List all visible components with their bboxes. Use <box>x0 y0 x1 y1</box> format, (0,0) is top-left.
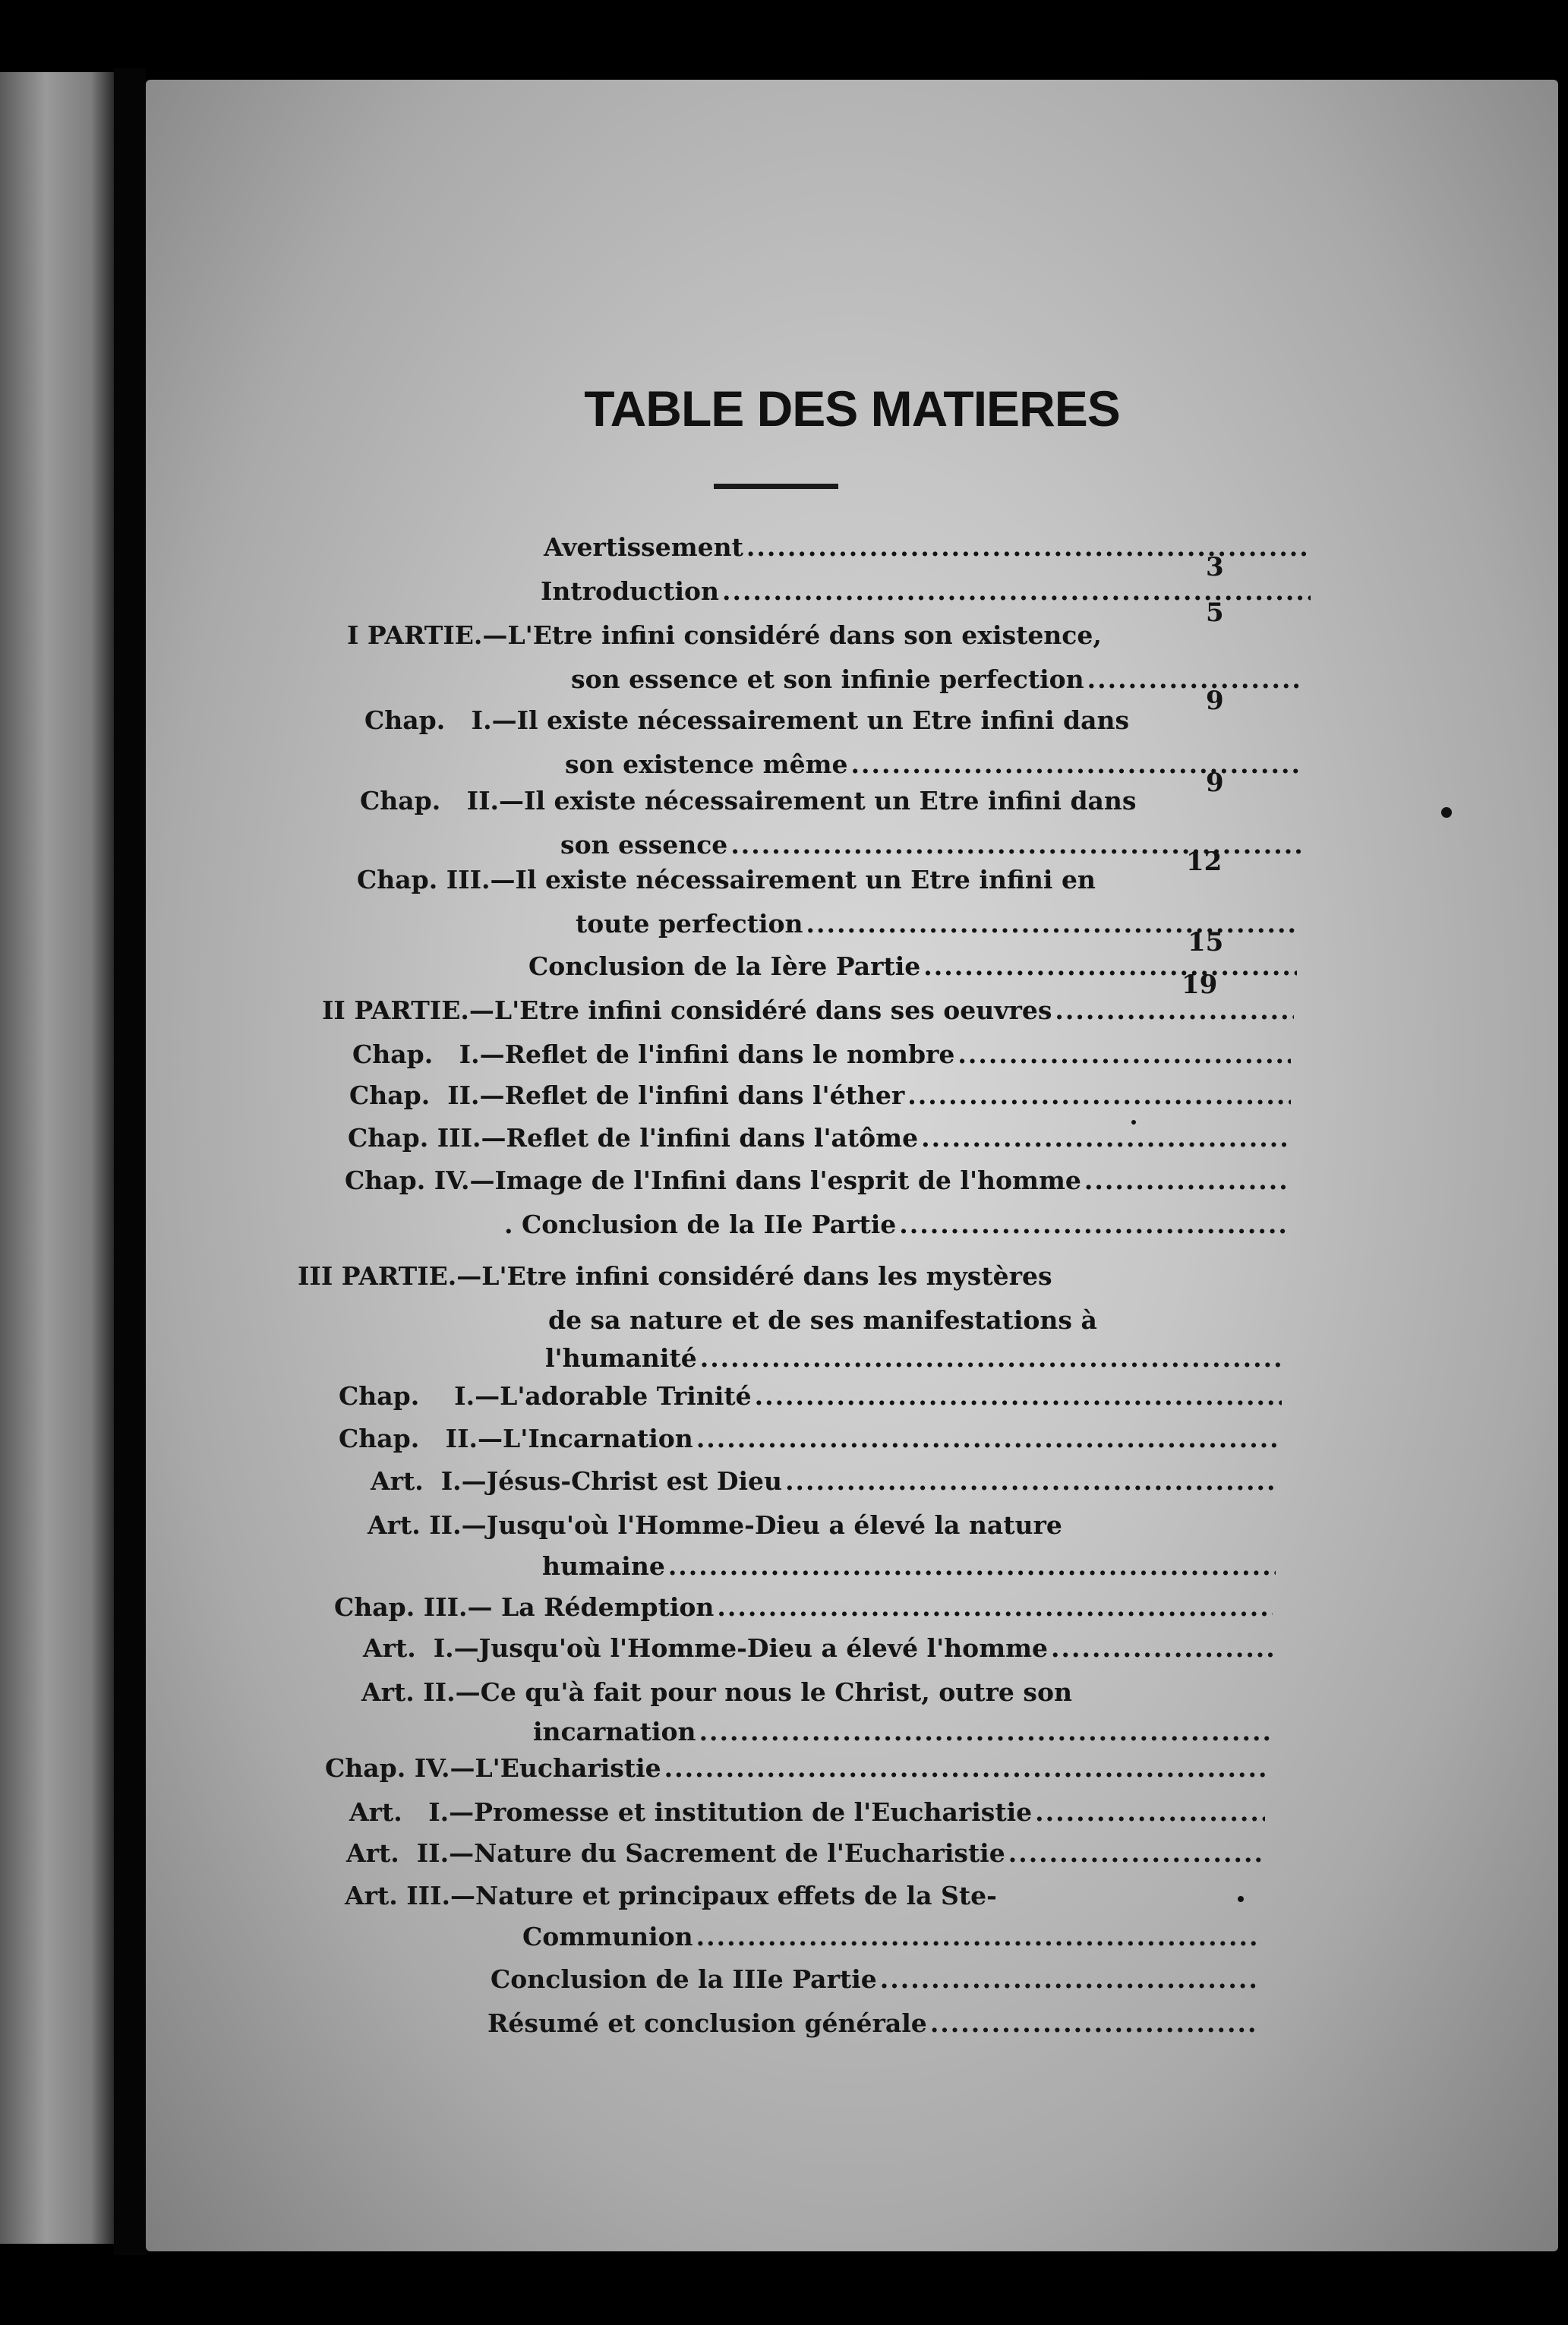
toc-entry: Chap. II.—L'Incarnation ..... <box>339 1424 1280 1453</box>
paper-speck <box>1131 1120 1136 1125</box>
page-number: 3 <box>1206 552 1224 582</box>
toc-entry: Chap. IV.—Image de l'Infini dans l'esprit de l'homme ..... <box>345 1166 1289 1195</box>
toc-entry: Chap. I.—L'adorable Trinité ..... <box>339 1381 1282 1411</box>
table-of-contents <box>146 80 1558 2251</box>
toc-entry: Conclusion de la IIIe Partie ..... <box>491 1964 1257 1994</box>
toc-entry: Art. I.—Jusqu'où l'Homme-Dieu a élevé l'homme ..... <box>363 1633 1273 1663</box>
paper-speck <box>1441 807 1452 818</box>
page-number: 15 <box>1188 927 1224 957</box>
toc-entry-continuation: son existence même ..... <box>565 749 1301 779</box>
toc-entry-continuation: de sa nature et de ses manifestations à <box>548 1305 1097 1335</box>
book-page <box>146 80 1558 2251</box>
toc-entry: Chap. III.—Il existe nécessairement un Etre infini en <box>357 865 1096 894</box>
toc-entry: Chap. I.—Reflet de l'infini dans le nombre ..... <box>352 1039 1291 1069</box>
paper-speck <box>1238 1896 1244 1902</box>
page-number: 5 <box>1206 598 1224 628</box>
toc-entry: Chap. III.—Reflet de l'infini dans l'atôme ..... <box>348 1123 1289 1153</box>
toc-entry: Chap. III.— La Rédemption ..... <box>334 1592 1273 1622</box>
toc-entry: Chap. I.—Il existe nécessairement un Etre infini dans <box>364 705 1130 735</box>
toc-entry: Chap. II.—Il existe nécessairement un Etre infini dans <box>360 786 1137 815</box>
toc-entry: III PARTIE.—L'Etre infini considéré dans les mystères <box>298 1261 1052 1291</box>
page-title: TABLE DES MATIERES <box>584 380 1120 437</box>
toc-entry: Avertissement ..... <box>544 532 1311 562</box>
facing-page-edge <box>0 72 114 2244</box>
toc-entry-continuation: incarnation ..... <box>533 1717 1270 1746</box>
book-spine <box>114 68 146 2255</box>
toc-entry: I PARTIE.—L'Etre infini considéré dans son existence, <box>347 620 1102 650</box>
toc-entry: Art. I.—Promesse et institution de l'Eucharistie ..... <box>349 1797 1265 1827</box>
toc-entry: Chap. IV.—L'Eucharistie ..... <box>325 1753 1268 1783</box>
page-number: 9 <box>1206 768 1224 798</box>
toc-entry-continuation: son essence ..... <box>560 830 1305 860</box>
toc-entry: II PARTIE.—L'Etre infini considéré dans ses oeuvres ..... <box>322 995 1294 1025</box>
page-number: 9 <box>1206 686 1224 716</box>
toc-entry: Art. II.—Ce qu'à fait pour nous le Christ, outre son <box>361 1677 1072 1707</box>
page-number: 12 <box>1186 847 1223 877</box>
toc-entry: Chap. II.—Reflet de l'infini dans l'éther ..... <box>349 1080 1291 1110</box>
toc-entry: Introduction ..... <box>541 576 1311 606</box>
toc-entry: . Conclusion de la IIe Partie ..... <box>504 1210 1286 1239</box>
toc-entry: Art. II.—Nature du Sacrement de l'Eucharistie ..... <box>346 1838 1262 1868</box>
toc-entry-continuation: Communion ..... <box>522 1922 1259 1951</box>
toc-entry: Résumé et conclusion générale ..... <box>487 2008 1254 2038</box>
toc-entry-continuation: son essence et son infinie perfection ..... <box>571 664 1300 694</box>
toc-entry: Art. III.—Nature et principaux effets de la Ste- <box>345 1881 997 1910</box>
page-number: 19 <box>1182 970 1218 1000</box>
toc-entry-continuation: humaine ..... <box>542 1551 1276 1581</box>
toc-entry: Art. II.—Jusqu'où l'Homme-Dieu a élevé la nature <box>368 1510 1062 1540</box>
toc-entry-continuation: toute perfection ..... <box>576 909 1297 939</box>
toc-entry: Art. I.—Jésus-Christ est Dieu ..... <box>371 1466 1279 1496</box>
toc-entry: Conclusion de la Ière Partie ..... <box>528 951 1297 981</box>
toc-entry-continuation: l'humanité ..... <box>545 1343 1282 1373</box>
